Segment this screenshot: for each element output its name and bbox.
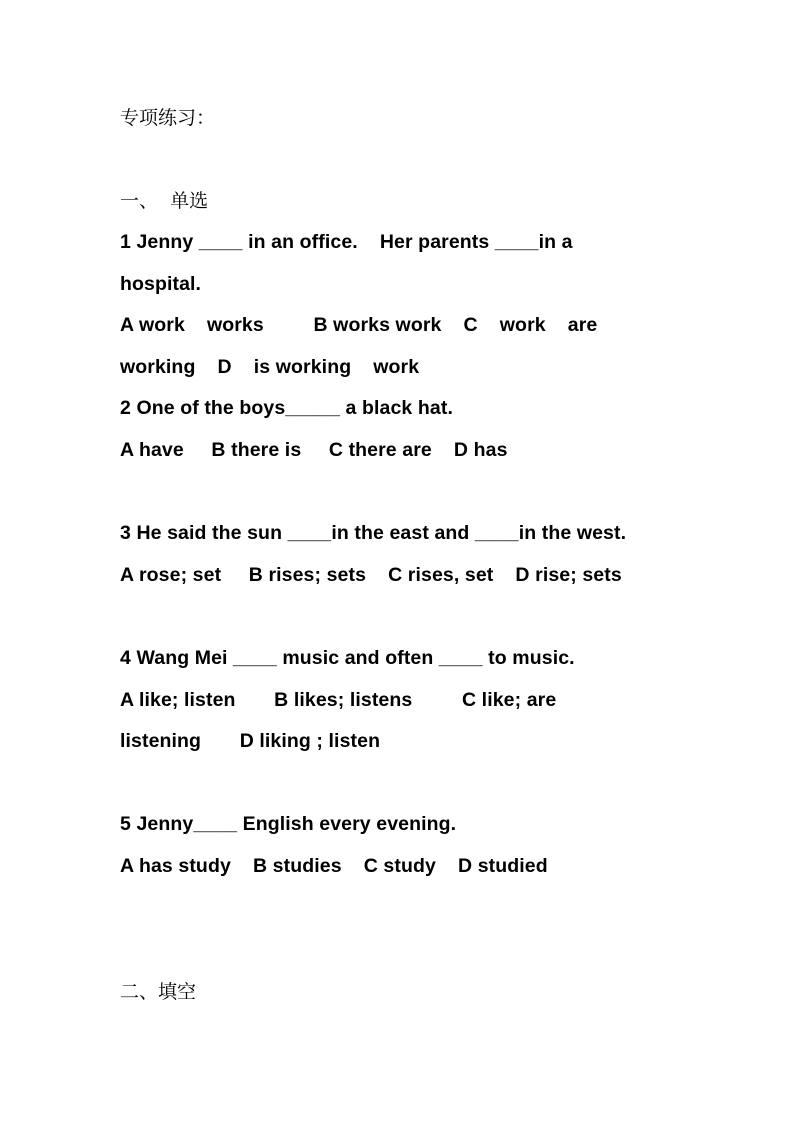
question-1-options-continued: working D is working work [120,356,420,378]
section-heading-fill-in: 二、填空 [120,981,197,1003]
question-5-options: A has study B studies C study D studied [120,855,548,877]
question-1-options: A work works B works work C work are [120,314,598,336]
question-5-stem: 5 Jenny____ English every evening. [120,813,457,835]
question-3-options: A rose; set B rises; sets C rises, set D rise; sets [120,564,622,586]
page-title: 专项练习： [120,107,216,129]
question-1-stem-continued: hospital. [120,273,202,295]
question-2-options: A have B there is C there are D has [120,439,508,461]
question-4-options: A like; listen B likes; listens C like; are [120,689,557,711]
question-4-options-continued: listening D liking ; listen [120,730,381,752]
question-3-stem: 3 He said the sun ____in the east and ____in the west. [120,522,627,544]
section-heading-single-choice: 一、 单选 [120,190,209,212]
question-2-stem: 2 One of the boys_____ a black hat. [120,397,453,419]
question-4-stem: 4 Wang Mei ____ music and often ____ to music. [120,647,575,669]
question-1-stem: 1 Jenny ____ in an office. Her parents ____in a [120,231,573,253]
